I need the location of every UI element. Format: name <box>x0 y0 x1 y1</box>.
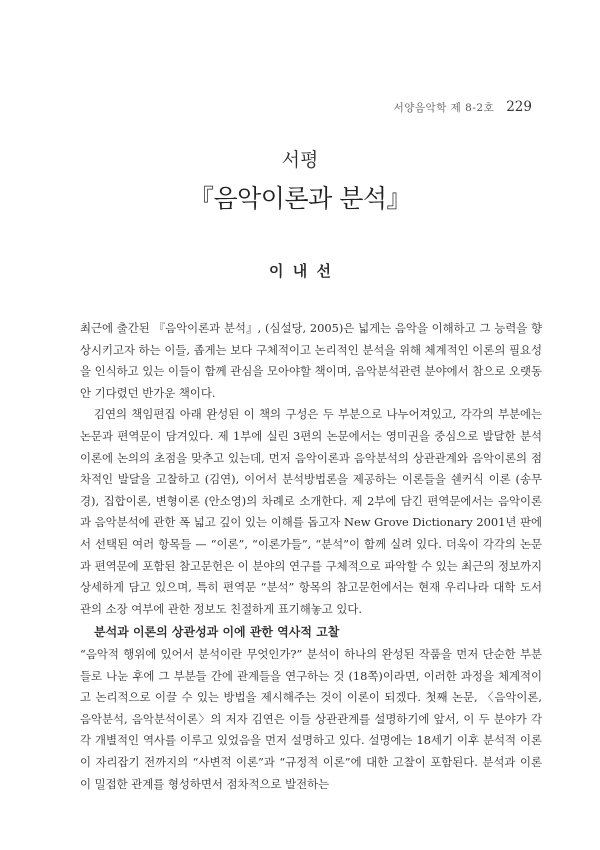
paragraph-2: 김연의 책임편집 아래 완성된 이 책의 구성은 두 부분으로 나누어져있고, 각각의 부분에는 논문과 편역문이 담겨있다. 제 1부에 실린 3편의 논문에서는 영미권을 중심으로 발달한 분석이론에 논의의 초점을 맞추고 있는데, 먼저 음악이론과 음악분석의 상관관계와 음악이론의 점차적인 발달을 고찰하고 (김연), 이어서 분석방법론을 제공하는 이론들을 쉔커식 이론 (송무경), 집합이론, 변형이론 (안소영)의 차례로 소개한다. 제 2부에 담긴 편역문에서는 음악이론과 음악분석에 관한 폭 넓고 깊이 있는 이해를 돕고자 New Grove Dictionary 2001년 판에서 선택된 여러 항목들 — “이론”, “이론가들”, “분석”이 함께 실려 있다. 더욱이 각각의 논문과 편역문에 포함된 참고문헌은 이 분야의 연구를 구체적으로 파악할 수 있는 최근의 정보까지 상세하게 담고 있으며, 특히 편역문 “분석” 항목의 참고문헌에서는 현재 우리나라 대학 도서관의 소장 여부에 관한 정보도 친절하게 표기해놓고 있다. <box>80 407 542 616</box>
paragraph-1: 최근에 출간된 『음악이론과 분석』, (심설당, 2005)은 넓게는 음악을 이해하고 그 능력을 향상시키고자 하는 이들, 좁게는 보다 구체적이고 논리적인 분석을 위해 체계적인 이론의 필요성을 인식하고 있는 이들이 함께 관심을 모아야할 책이며, 음악분석관련 분야에서 참으로 오랫동안 기다렸던 반가운 책이다. <box>80 321 542 400</box>
section-heading: 분석과 이론의 상관성과 이에 관한 역사적 고찰 <box>94 625 340 639</box>
section-block <box>80 622 542 795</box>
author-name: 이 내 선 <box>269 262 331 280</box>
article-category: 서평 <box>281 149 319 171</box>
journal-name: 서양음악학 제 8-2호 <box>393 102 495 114</box>
intro-body <box>80 318 542 620</box>
section-paragraph: “음악적 행위에 있어서 분석이란 무엇인가?” 분석이 하나의 완성된 작품을 먼저 단순한 부분들로 나눈 후에 그 부분들 간에 관계들을 연구하는 것 (18쪽)이라면, 이러한 과정을 체계적이고 논리적으로 이끌 수 있는 방법을 제시해주는 것이 이론이 되겠다. 첫째 논문, 〈음악이론, 음악분석, 음악분석이론〉의 저자 김연은 이들 상관관계를 설명하기에 앞서, 이 두 분야가 각각 개별적인 역사를 이루고 있었음을 먼저 설명하고 있다. 설명에는 18세기 이후 분석적 이론이 자리잡기 전까지의 “사변적 이론”과 “규정적 이론”에 대한 고찰이 포함된다. 분석과 이론이 밀접한 관계를 형성하면서 점차적으로 발전하는 <box>80 647 542 791</box>
running-header <box>394 99 532 115</box>
book-title: 『음악이론과 분석』 <box>189 184 411 213</box>
page-number: 229 <box>506 99 532 115</box>
